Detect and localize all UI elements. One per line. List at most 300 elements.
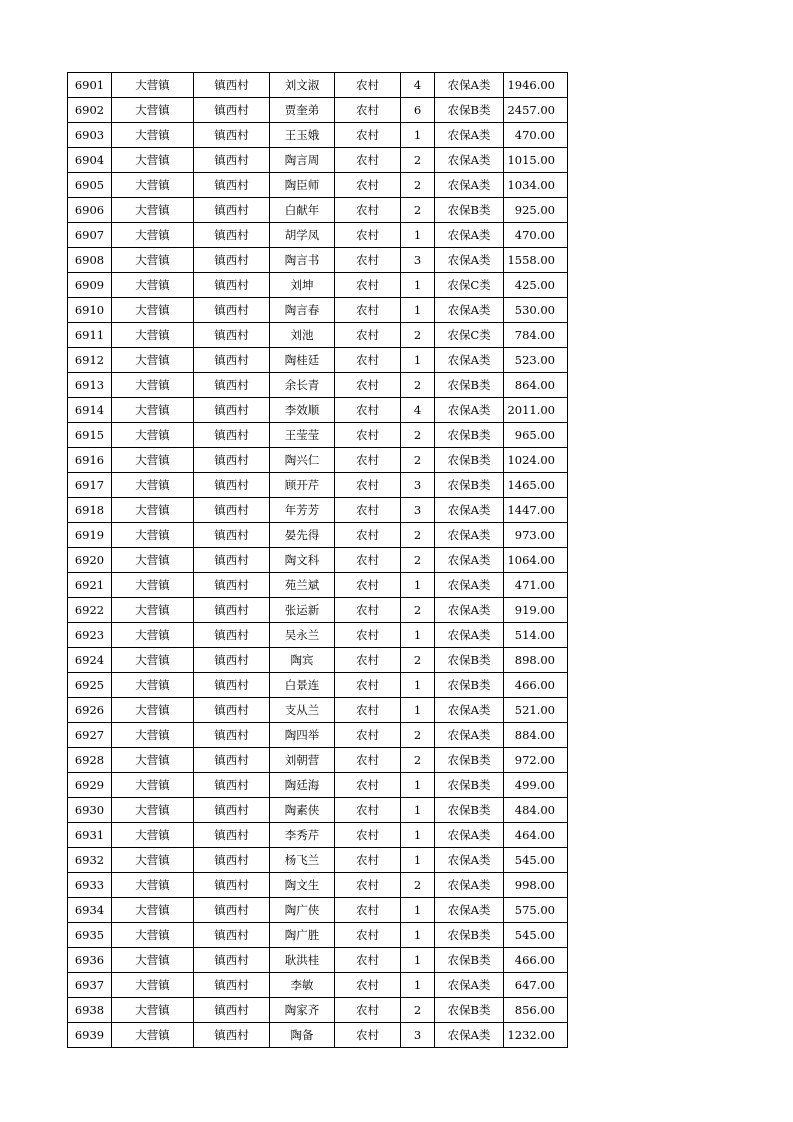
cell-village: 镇西村 [194,348,270,373]
cell-amount: 1946.00 [504,73,568,98]
cell-serial: 6928 [68,748,112,773]
cell-category: 农村 [335,198,401,223]
cell-count: 1 [401,798,435,823]
cell-serial: 6908 [68,248,112,273]
cell-insurance-type: 农保A类 [435,298,504,323]
cell-village: 镇西村 [194,73,270,98]
cell-insurance-type: 农保A类 [435,848,504,873]
cell-category: 农村 [335,98,401,123]
cell-insurance-type: 农保A类 [435,698,504,723]
cell-village: 镇西村 [194,973,270,998]
cell-village: 镇西村 [194,448,270,473]
cell-count: 2 [401,873,435,898]
cell-insurance-type: 农保A类 [435,173,504,198]
cell-town: 大营镇 [112,223,194,248]
cell-amount: 470.00 [504,123,568,148]
cell-village: 镇西村 [194,998,270,1023]
table-row [68,273,568,298]
cell-amount: 1465.00 [504,473,568,498]
cell-category: 农村 [335,948,401,973]
cell-category: 农村 [335,148,401,173]
cell-village: 镇西村 [194,948,270,973]
cell-village: 镇西村 [194,623,270,648]
cell-insurance-type: 农保B类 [435,448,504,473]
cell-serial: 6904 [68,148,112,173]
cell-serial: 6938 [68,998,112,1023]
cell-village: 镇西村 [194,398,270,423]
cell-village: 镇西村 [194,748,270,773]
cell-village: 镇西村 [194,498,270,523]
cell-insurance-type: 农保A类 [435,623,504,648]
cell-category: 农村 [335,373,401,398]
cell-serial: 6921 [68,573,112,598]
cell-town: 大营镇 [112,173,194,198]
cell-serial: 6919 [68,523,112,548]
cell-serial: 6912 [68,348,112,373]
cell-village: 镇西村 [194,1023,270,1048]
cell-count: 1 [401,973,435,998]
cell-serial: 6931 [68,823,112,848]
cell-serial: 6909 [68,273,112,298]
cell-serial: 6914 [68,398,112,423]
cell-insurance-type: 农保A类 [435,973,504,998]
cell-insurance-type: 农保B类 [435,198,504,223]
cell-name: 陶言春 [270,298,335,323]
cell-count: 1 [401,698,435,723]
cell-town: 大营镇 [112,523,194,548]
table-row [68,473,568,498]
cell-category: 农村 [335,498,401,523]
cell-town: 大营镇 [112,748,194,773]
table-row [68,398,568,423]
cell-town: 大营镇 [112,648,194,673]
cell-town: 大营镇 [112,998,194,1023]
cell-name: 刘文淑 [270,73,335,98]
cell-town: 大营镇 [112,473,194,498]
cell-category: 农村 [335,998,401,1023]
table-row [68,548,568,573]
cell-town: 大营镇 [112,573,194,598]
cell-count: 2 [401,723,435,748]
cell-name: 陶素侠 [270,798,335,823]
cell-town: 大营镇 [112,673,194,698]
cell-town: 大营镇 [112,548,194,573]
cell-count: 3 [401,498,435,523]
cell-village: 镇西村 [194,773,270,798]
cell-count: 1 [401,573,435,598]
cell-insurance-type: 农保A类 [435,348,504,373]
cell-insurance-type: 农保B类 [435,773,504,798]
cell-serial: 6916 [68,448,112,473]
cell-town: 大营镇 [112,923,194,948]
cell-name: 陶宾 [270,648,335,673]
cell-name: 耿洪桂 [270,948,335,973]
cell-insurance-type: 农保A类 [435,73,504,98]
cell-amount: 2457.00 [504,98,568,123]
cell-category: 农村 [335,748,401,773]
cell-count: 2 [401,148,435,173]
cell-category: 农村 [335,123,401,148]
cell-town: 大营镇 [112,448,194,473]
cell-count: 1 [401,823,435,848]
cell-town: 大营镇 [112,823,194,848]
cell-name: 白献年 [270,198,335,223]
cell-insurance-type: 农保B类 [435,998,504,1023]
table-row [68,248,568,273]
cell-count: 3 [401,248,435,273]
cell-village: 镇西村 [194,848,270,873]
cell-amount: 972.00 [504,748,568,773]
cell-name: 刘朝营 [270,748,335,773]
cell-name: 陶家齐 [270,998,335,1023]
cell-count: 2 [401,423,435,448]
cell-amount: 898.00 [504,648,568,673]
cell-count: 1 [401,948,435,973]
cell-town: 大营镇 [112,298,194,323]
cell-village: 镇西村 [194,673,270,698]
cell-amount: 499.00 [504,773,568,798]
cell-town: 大营镇 [112,198,194,223]
cell-village: 镇西村 [194,273,270,298]
cell-category: 农村 [335,673,401,698]
cell-village: 镇西村 [194,123,270,148]
cell-category: 农村 [335,573,401,598]
cell-count: 2 [401,173,435,198]
cell-insurance-type: 农保A类 [435,223,504,248]
cell-village: 镇西村 [194,523,270,548]
cell-amount: 647.00 [504,973,568,998]
cell-count: 2 [401,598,435,623]
cell-name: 陶言周 [270,148,335,173]
cell-insurance-type: 农保A类 [435,823,504,848]
cell-amount: 523.00 [504,348,568,373]
cell-insurance-type: 农保B类 [435,98,504,123]
cell-amount: 471.00 [504,573,568,598]
cell-category: 农村 [335,273,401,298]
cell-amount: 530.00 [504,298,568,323]
cell-insurance-type: 农保B类 [435,473,504,498]
cell-count: 3 [401,473,435,498]
cell-amount: 466.00 [504,673,568,698]
table-row [68,523,568,548]
cell-category: 农村 [335,873,401,898]
cell-name: 年芳芳 [270,498,335,523]
cell-count: 2 [401,548,435,573]
cell-category: 农村 [335,698,401,723]
cell-village: 镇西村 [194,573,270,598]
cell-name: 陶广胜 [270,923,335,948]
table-row [68,298,568,323]
cell-village: 镇西村 [194,898,270,923]
cell-serial: 6920 [68,548,112,573]
table-row [68,823,568,848]
cell-name: 陶四举 [270,723,335,748]
cell-town: 大营镇 [112,873,194,898]
cell-town: 大营镇 [112,373,194,398]
cell-name: 张运新 [270,598,335,623]
cell-serial: 6911 [68,323,112,348]
cell-insurance-type: 农保A类 [435,573,504,598]
cell-serial: 6901 [68,73,112,98]
cell-village: 镇西村 [194,798,270,823]
table-row [68,773,568,798]
records-table [67,72,568,1048]
cell-category: 农村 [335,248,401,273]
cell-count: 4 [401,73,435,98]
table-row [68,448,568,473]
cell-village: 镇西村 [194,698,270,723]
cell-name: 陶廷海 [270,773,335,798]
cell-category: 农村 [335,923,401,948]
cell-category: 农村 [335,323,401,348]
cell-count: 2 [401,198,435,223]
cell-count: 1 [401,123,435,148]
cell-insurance-type: 农保B类 [435,373,504,398]
table-row [68,323,568,348]
cell-village: 镇西村 [194,648,270,673]
cell-serial: 6936 [68,948,112,973]
cell-village: 镇西村 [194,98,270,123]
cell-count: 1 [401,623,435,648]
cell-serial: 6929 [68,773,112,798]
table-row [68,173,568,198]
cell-insurance-type: 农保A类 [435,873,504,898]
cell-name: 李秀芹 [270,823,335,848]
cell-insurance-type: 农保A类 [435,148,504,173]
cell-name: 白景连 [270,673,335,698]
cell-insurance-type: 农保B类 [435,423,504,448]
table-row [68,1023,568,1048]
cell-count: 1 [401,298,435,323]
cell-category: 农村 [335,823,401,848]
cell-insurance-type: 农保C类 [435,323,504,348]
cell-insurance-type: 农保A类 [435,523,504,548]
cell-count: 2 [401,448,435,473]
table-row [68,623,568,648]
cell-insurance-type: 农保A类 [435,123,504,148]
cell-village: 镇西村 [194,548,270,573]
cell-name: 陶言书 [270,248,335,273]
cell-amount: 1015.00 [504,148,568,173]
cell-serial: 6937 [68,973,112,998]
cell-insurance-type: 农保A类 [435,498,504,523]
cell-town: 大营镇 [112,323,194,348]
cell-town: 大营镇 [112,148,194,173]
cell-insurance-type: 农保B类 [435,648,504,673]
cell-name: 刘坤 [270,273,335,298]
cell-amount: 464.00 [504,823,568,848]
cell-category: 农村 [335,648,401,673]
cell-serial: 6935 [68,923,112,948]
cell-category: 农村 [335,773,401,798]
cell-village: 镇西村 [194,923,270,948]
cell-serial: 6915 [68,423,112,448]
cell-insurance-type: 农保A类 [435,398,504,423]
cell-count: 1 [401,773,435,798]
cell-serial: 6903 [68,123,112,148]
cell-village: 镇西村 [194,248,270,273]
cell-serial: 6939 [68,1023,112,1048]
cell-amount: 514.00 [504,623,568,648]
cell-count: 1 [401,673,435,698]
cell-serial: 6934 [68,898,112,923]
cell-amount: 884.00 [504,723,568,748]
table-row [68,748,568,773]
cell-name: 陶文生 [270,873,335,898]
cell-village: 镇西村 [194,173,270,198]
cell-town: 大营镇 [112,598,194,623]
cell-town: 大营镇 [112,398,194,423]
cell-category: 农村 [335,223,401,248]
cell-category: 农村 [335,73,401,98]
cell-serial: 6922 [68,598,112,623]
cell-amount: 575.00 [504,898,568,923]
cell-town: 大营镇 [112,423,194,448]
table-row [68,673,568,698]
cell-town: 大营镇 [112,73,194,98]
cell-name: 陶广侠 [270,898,335,923]
cell-insurance-type: 农保C类 [435,273,504,298]
cell-village: 镇西村 [194,223,270,248]
cell-name: 陶桂廷 [270,348,335,373]
cell-insurance-type: 农保B类 [435,948,504,973]
cell-town: 大营镇 [112,698,194,723]
cell-town: 大营镇 [112,898,194,923]
cell-amount: 545.00 [504,848,568,873]
cell-category: 农村 [335,598,401,623]
cell-amount: 2011.00 [504,398,568,423]
table-row [68,848,568,873]
cell-insurance-type: 农保A类 [435,898,504,923]
cell-town: 大营镇 [112,948,194,973]
table-row [68,123,568,148]
cell-serial: 6933 [68,873,112,898]
cell-count: 2 [401,998,435,1023]
cell-category: 农村 [335,173,401,198]
cell-name: 晏先得 [270,523,335,548]
cell-category: 农村 [335,973,401,998]
cell-name: 贾奎弟 [270,98,335,123]
cell-category: 农村 [335,348,401,373]
cell-name: 吴永兰 [270,623,335,648]
cell-insurance-type: 农保B类 [435,748,504,773]
cell-village: 镇西村 [194,373,270,398]
cell-amount: 470.00 [504,223,568,248]
cell-amount: 1558.00 [504,248,568,273]
cell-amount: 864.00 [504,373,568,398]
cell-name: 杨飞兰 [270,848,335,873]
cell-count: 6 [401,98,435,123]
cell-amount: 1024.00 [504,448,568,473]
cell-town: 大营镇 [112,973,194,998]
cell-village: 镇西村 [194,723,270,748]
table-row [68,198,568,223]
cell-count: 1 [401,898,435,923]
cell-town: 大营镇 [112,848,194,873]
cell-category: 农村 [335,398,401,423]
cell-amount: 545.00 [504,923,568,948]
cell-serial: 6907 [68,223,112,248]
cell-town: 大营镇 [112,773,194,798]
cell-amount: 856.00 [504,998,568,1023]
cell-count: 2 [401,373,435,398]
cell-town: 大营镇 [112,273,194,298]
cell-serial: 6918 [68,498,112,523]
cell-insurance-type: 农保B类 [435,798,504,823]
cell-name: 苑兰斌 [270,573,335,598]
cell-name: 王玉娥 [270,123,335,148]
cell-town: 大营镇 [112,248,194,273]
cell-serial: 6902 [68,98,112,123]
cell-count: 1 [401,273,435,298]
cell-name: 陶文科 [270,548,335,573]
cell-amount: 425.00 [504,273,568,298]
cell-name: 陶臣师 [270,173,335,198]
table-row [68,348,568,373]
table-row [68,798,568,823]
cell-insurance-type: 农保B类 [435,923,504,948]
table-row [68,873,568,898]
table-row [68,573,568,598]
cell-insurance-type: 农保A类 [435,598,504,623]
cell-village: 镇西村 [194,473,270,498]
cell-serial: 6925 [68,673,112,698]
cell-category: 农村 [335,448,401,473]
cell-count: 2 [401,648,435,673]
cell-count: 1 [401,923,435,948]
cell-village: 镇西村 [194,323,270,348]
cell-amount: 998.00 [504,873,568,898]
cell-serial: 6930 [68,798,112,823]
table-row [68,423,568,448]
cell-amount: 484.00 [504,798,568,823]
table-row [68,373,568,398]
cell-town: 大营镇 [112,123,194,148]
table-row [68,948,568,973]
table-row [68,148,568,173]
cell-amount: 521.00 [504,698,568,723]
cell-category: 农村 [335,1023,401,1048]
cell-serial: 6910 [68,298,112,323]
table-row [68,598,568,623]
cell-name: 王莹莹 [270,423,335,448]
cell-serial: 6923 [68,623,112,648]
cell-village: 镇西村 [194,148,270,173]
cell-serial: 6905 [68,173,112,198]
cell-town: 大营镇 [112,798,194,823]
cell-serial: 6913 [68,373,112,398]
cell-town: 大营镇 [112,723,194,748]
cell-category: 农村 [335,848,401,873]
table-row [68,73,568,98]
cell-village: 镇西村 [194,423,270,448]
cell-name: 陶备 [270,1023,335,1048]
table-row [68,973,568,998]
cell-category: 农村 [335,523,401,548]
cell-name: 胡学凤 [270,223,335,248]
cell-town: 大营镇 [112,623,194,648]
cell-town: 大营镇 [112,98,194,123]
cell-amount: 1447.00 [504,498,568,523]
table-row [68,698,568,723]
cell-category: 农村 [335,423,401,448]
cell-count: 2 [401,323,435,348]
cell-category: 农村 [335,623,401,648]
cell-serial: 6917 [68,473,112,498]
cell-serial: 6927 [68,723,112,748]
cell-category: 农村 [335,298,401,323]
cell-count: 4 [401,398,435,423]
